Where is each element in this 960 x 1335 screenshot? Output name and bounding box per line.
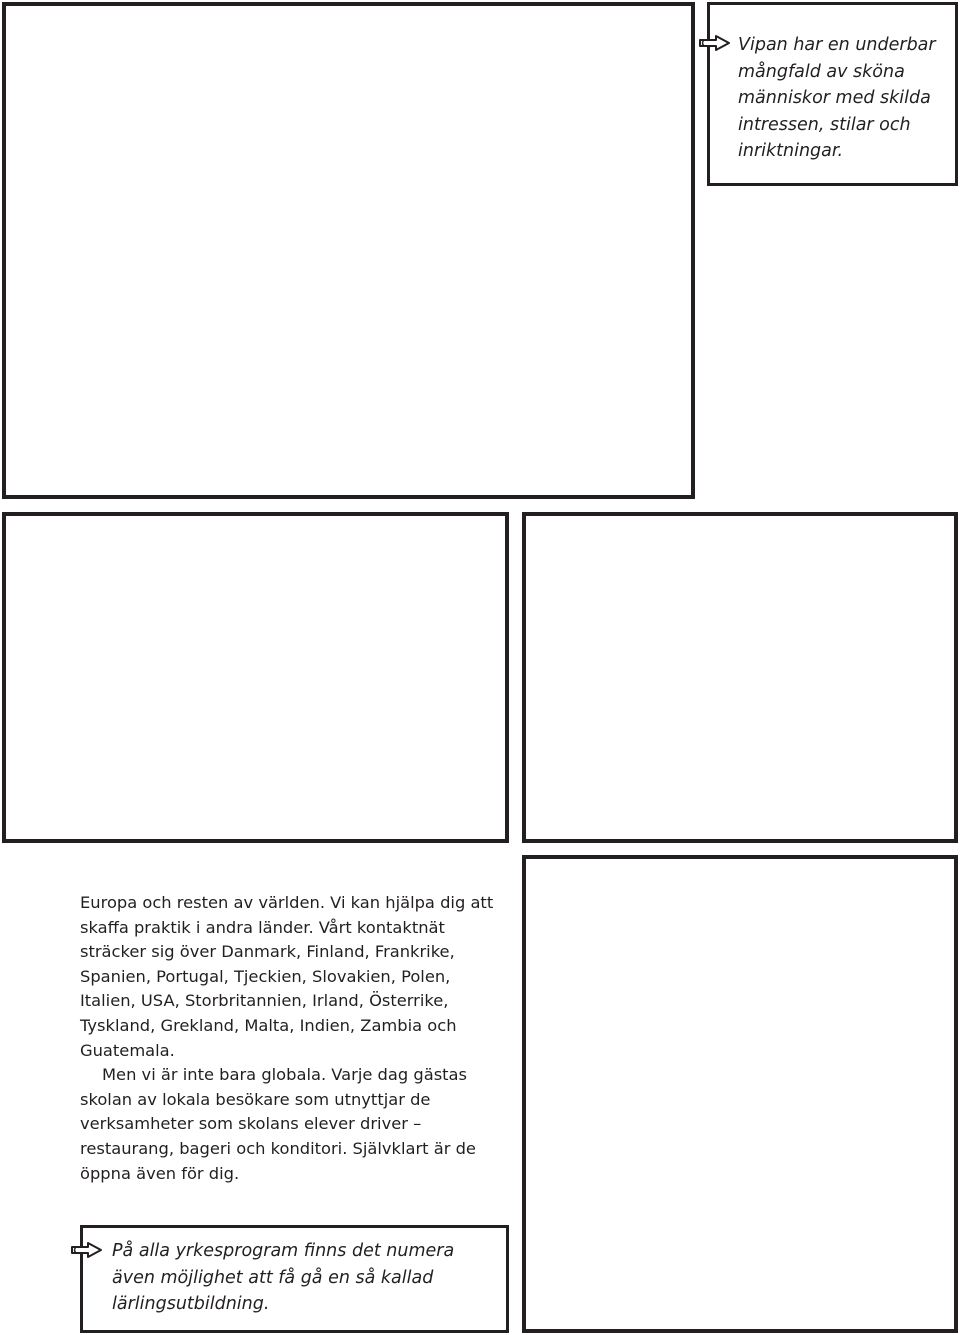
body-text — [80, 891, 500, 1186]
caption-top-text: Vipan har en underbar mångfald av sköna människor med skilda intressen, stilar och inriktningar. — [738, 35, 936, 161]
hand-pointer-arrow-icon — [698, 33, 732, 53]
hand-pointer-arrow-icon — [70, 1240, 104, 1260]
panel-middle-right — [522, 512, 958, 843]
caption-bottom-text: På alla yrkesprogram finns det numera även möjlighet att få gå en så kallad lärlingsutbildning. — [112, 1241, 455, 1314]
panel-bottom-right — [522, 855, 958, 1333]
panel-middle-left — [2, 512, 509, 843]
body-paragraph-2: Men vi är inte bara globala. Varje dag gästas skolan av lokala besökare som utnyttjar de verksamheter som skolans elever driver – restaurang, bageri och konditori. Självklart är de öppna även för dig. — [80, 1065, 476, 1183]
body-paragraph-1: Europa och resten av världen. Vi kan hjälpa dig att skaffa praktik i andra länder. Vårt kontaktnät sträcker sig över Danmark, Finland, Frankrike, Spanien, Portugal, Tjeckien, Slovakien, Polen, Italien, USA, Storbritannien, Irland, Österrike, Tyskland, Grekland, Malta, Indien, Zambia och Guatemala. — [80, 893, 494, 1060]
panel-large-top — [2, 2, 695, 499]
